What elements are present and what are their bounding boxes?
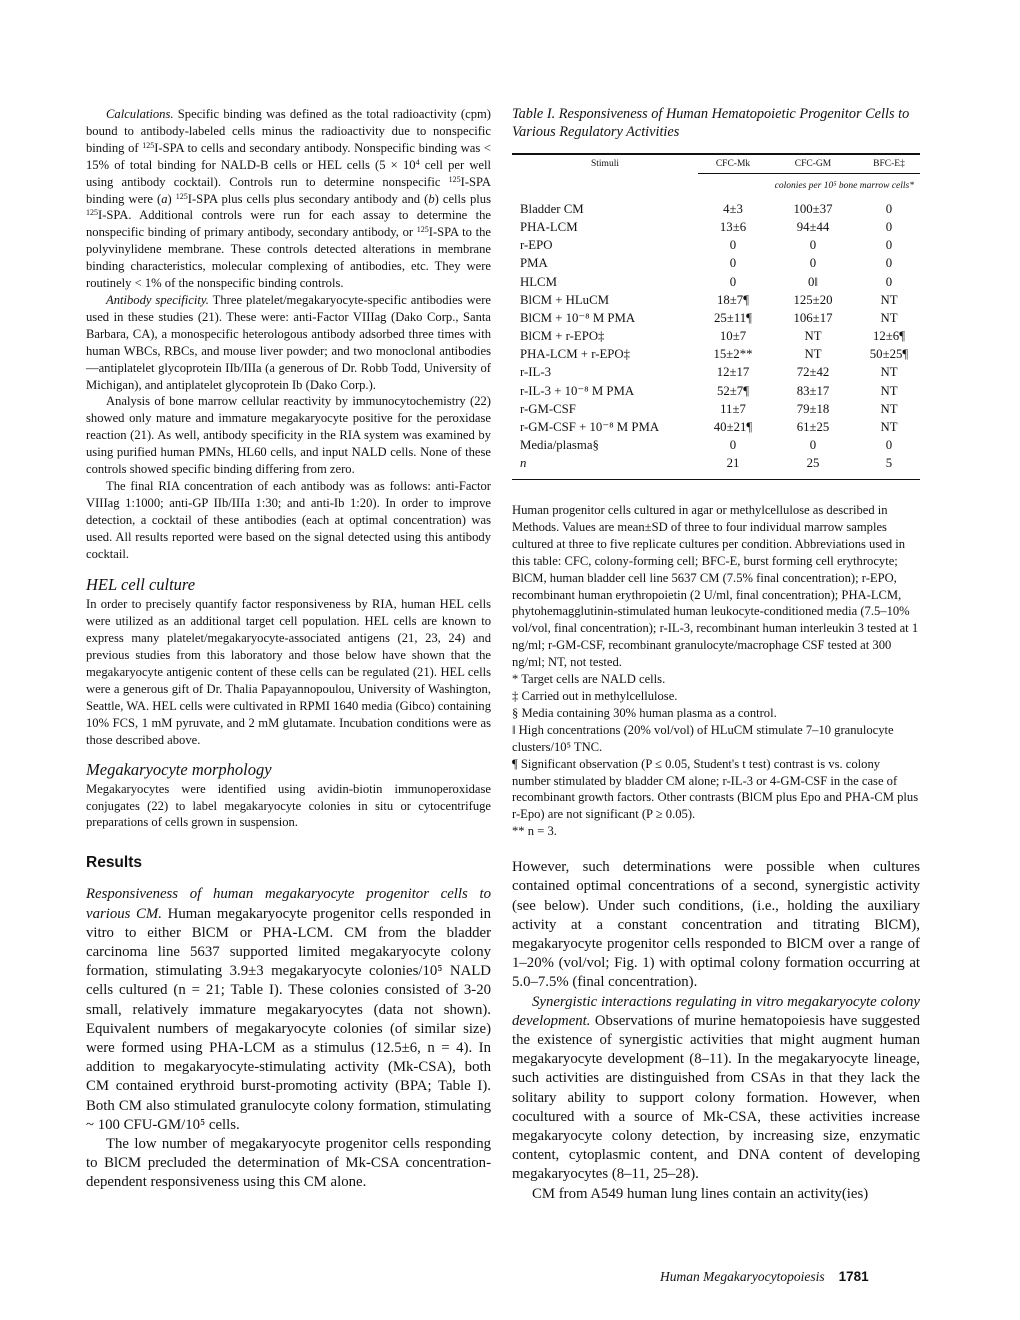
bone-marrow-paragraph: Analysis of bone marrow cellular reactivity by immunocytochemistry (22) showed only mature and immature megakaryocyte positive for the peroxidase reaction (21). As well, antibody specificity in the RIA system was examined by using purified human PMNs, HL60 cells, and input NALD cells. None of these controls showed specific binding differing from zero.: [86, 394, 491, 477]
cell-cfc-mk: 25±11¶: [714, 310, 752, 325]
low-number-paragraph: The low number of megakaryocyte progenitor cells responding to BlCM precluded the determination of Mk-CSA concentration-dependent responsiveness using this CM alone.: [86, 1135, 491, 1191]
results-heading: Results: [86, 854, 142, 872]
calculations-paragraph: Calculations. Specific binding was defined as the total radioactivity (cpm) bound to antibody-labeled cells minus the radioactivity due to nonspecific binding of $^{125}$I-SPA to cells and secondary antibody. Nonspecific binding was < 15% of total binding for NALD-B cells or HEL cells ($5 \times 10^4$ cell per well using antibody cocktail). Controls run to determine nonspecific $^{125}$I-SPA binding were (a) $^{125}$I-SPA plus cells plus secondary antibody and (b) cells plus $^{125}$I-SPA. Additional controls were run for each assay to determine the nonspecific binding of primary antibody, secondary antibody, or $^{125}$I-SPA to the polyvinylidene membrane. These controls detected alterations in membrane binding characteristics, molecular complexing of antibodies, etc. They were routinely < 1% of the nonspecific binding controls.: [86, 107, 492, 291]
table-row: [512, 255, 920, 273]
table-row: [512, 364, 920, 382]
cell-bfc-e: 0: [885, 438, 893, 453]
cell-stimulus: n: [520, 456, 527, 471]
calculations-heading: Calculations.: [106, 107, 174, 121]
cell-cfc-mk: 11±7: [720, 401, 746, 416]
cell-stimulus: Bladder CM: [520, 201, 584, 216]
cell-cfc-gm: 25: [806, 456, 820, 471]
col-header-stimuli: Stimuli: [591, 159, 619, 170]
table-1: [512, 153, 920, 473]
hel-section-heading: HEL cell culture: [86, 575, 196, 595]
cell-bfc-e: 12±6¶: [872, 329, 906, 344]
cell-cfc-mk: 0: [729, 238, 737, 253]
a549-paragraph: CM from A549 human lung lines contain an activity(ies): [532, 1185, 869, 1202]
synergistic-paragraph: Synergistic interactions regulating in vitro megakaryocyte colony development. Observations of murine hematopoiesis have suggested the existence of synergistic activities that might augment human megakaryocyte development (8–11). In the megakaryocyte lineage, such activities are distinguished from CSAs in that they lack the solitary ability to support colony formation. However, when cocultured with a source of Mk-CSA, these activities increase megakaryocyte colony detection, by increasing size, enzymatic content, cytoplasmic content, and DNA content of developing megakaryocytes (8–11, 25–28).: [512, 993, 920, 1183]
cell-cfc-gm: 0: [809, 238, 817, 253]
cell-bfc-e: 0: [885, 274, 893, 289]
cell-cfc-mk: 52±7¶: [716, 383, 750, 398]
cell-cfc-mk: 4±3: [723, 201, 743, 216]
final-ria-paragraph: The final RIA concentration of each antibody was as follows: anti-Factor VIIIag 1:1000; anti-GP IIb/IIIa 1:30; and anti-Ib 1:20). In order to improve detection, a cocktail of these antibodies (each at optimal concentration) was used. All results reported were based on the signal detected using this antibody cocktail.: [86, 478, 491, 561]
cell-stimulus: r-IL-3 + 10⁻⁸ M PMA: [520, 383, 635, 398]
cell-cfc-mk: 10±7: [719, 329, 747, 344]
table-row: [512, 309, 920, 327]
cell-cfc-mk: 21: [726, 456, 740, 471]
table-row: [512, 346, 920, 364]
cell-cfc-gm: 106±17: [793, 310, 833, 325]
table-row: [512, 291, 920, 309]
cell-cfc-gm: 0: [809, 438, 817, 453]
synergistic-heading: Synergistic interactions regulating in vitro megakaryocyte colony development.: [512, 993, 920, 1029]
cell-stimulus: PMA: [520, 256, 548, 271]
left-column: [86, 106, 491, 1193]
cell-cfc-mk: 13±6: [719, 219, 747, 234]
responsiveness-paragraph: Responsiveness of human megakaryocyte progenitor cells to various CM. Human megakaryocyte progenitor cells responded in vitro to either BlCM or PHA-LCM. CM from the bladder carcinoma line 5637 supported limited megakaryocyte colony formation, stimulating 3.9±3 megakaryocyte colonies/10⁵ NALD cells cultured (n = 21; Table I). These colonies consisted of 3-20 small, relatively immature megakaryocytes (data not shown). Equivalent numbers of megakaryocyte colonies (of similar size) were formed using PHA-LCM as a stimulus (12.5±6, n = 4). In addition to megakaryocyte-stimulating activity (Mk-CSA), both CM contained erythroid burst-promoting activity (BPA; Table I). Both CM also stimulated granulocyte colony formation, stimulating ~ 100 CFU-GM/10⁵ cells.: [86, 886, 491, 1133]
cell-stimulus: r-IL-3: [520, 365, 552, 380]
table-caption: Table I. Responsiveness of Human Hematopoietic Progenitor Cells to Various Regulatory Activities: [512, 106, 910, 140]
cell-cfc-gm: 0: [809, 256, 817, 271]
table-bottom-rule: [512, 479, 920, 480]
cell-cfc-gm: NT: [804, 329, 822, 344]
table-notes: [512, 502, 920, 840]
hel-paragraph: In order to precisely quantify factor responsiveness by RIA, human HEL cells were utilized as an additional target cell population. HEL cells are known to express many platelet/megakaryocyte-associated antigens (21, 23, 24) and previous studies from this laboratory and those below have shown that the megakaryocyte antigenic content of these cells can be regulated (21). HEL cells were a generous gift of Dr. Thalia Papayannopoulou, University of Washington, Seattle, WA. HEL cells were cultivated in RPMI 1640 media (Gibco) containing 10% FCS, 1 mM pyruvate, and 2 mM glutamate. Incubation conditions were as those described above.: [86, 597, 491, 747]
cell-stimulus: BlCM + r-EPO‡: [520, 329, 605, 344]
cell-cfc-gm: NT: [804, 347, 822, 362]
cell-bfc-e: NT: [880, 401, 898, 416]
table-units: colonies per 10⁵ bone marrow cells*: [698, 174, 920, 201]
table-row: [512, 200, 920, 218]
table-note: ‡ Carried out in methylcellulose.: [512, 688, 678, 703]
cell-cfc-gm: 100±37: [793, 201, 833, 216]
cell-stimulus: BlCM + 10⁻⁸ M PMA: [520, 310, 636, 325]
cell-bfc-e: 0: [885, 256, 893, 271]
cell-cfc-gm: 79±18: [796, 401, 830, 416]
morphology-paragraph: Megakaryocytes were identified using avidin-biotin immunoperoxidase conjugates (22) to label megakaryocyte colonies in situ or cytocentrifuge preparations of cells grown in suspension.: [86, 781, 491, 830]
table-row: [512, 418, 920, 436]
table-row: [512, 400, 920, 418]
morphology-section-heading: Megakaryocyte morphology: [86, 759, 272, 779]
cell-cfc-gm: 72±42: [796, 365, 830, 380]
cell-bfc-e: 0: [885, 201, 893, 216]
cell-bfc-e: NT: [880, 292, 898, 307]
cell-cfc-mk: 0: [729, 438, 737, 453]
col-header-cfc-gm: CFC-GM: [794, 159, 832, 169]
table-row: [512, 328, 920, 346]
cell-stimulus: r-EPO: [520, 238, 553, 253]
right-column: [512, 106, 920, 1204]
cell-cfc-gm: 0‖: [808, 274, 818, 289]
cell-bfc-e: 5: [885, 456, 893, 471]
cell-cfc-gm: 94±44: [796, 219, 830, 234]
cell-cfc-gm: 125±20: [793, 292, 833, 307]
however-paragraph: However, such determinations were possible when cultures contained optimal concentrations of a second, synergistic activity (see below). Under such conditions, (i.e., holding the auxiliary activity at a constant concentration and titrating BlCM), megakaryocyte progenitor cells responded to BlCM over a range of 1–20% (vol/vol; Fig. 1) with optimal colony formation occurring at 5.0–7.5% (final concentration).: [512, 859, 920, 991]
antibody-specificity-paragraph: Antibody specificity. Three platelet/megakaryocyte-specific antibodies were used in these studies (21). These were: anti-Factor VIIIag (Dako Corp., Santa Barbara, CA), a monospecific heterologous antibody adsorbed three times with human WBCs, RBCs, and mouse liver powder; and two monoclonal antibodies—antiplatelet glycoprotein IIb/IIIa (a generous of Dr. Robb Todd, University of Michigan), and antiplatelet glycoprotein Ib (Dako Corp.).: [86, 292, 491, 392]
table-row: [512, 382, 920, 400]
table-header-row: [512, 154, 920, 174]
cell-cfc-mk: 40±21¶: [713, 420, 753, 435]
table-row: [512, 273, 920, 291]
table-note: Human progenitor cells cultured in agar or methylcellulose as described in Methods. Values are mean±SD of three to four individual marrow samples cultured at three to five replicate cultures per condition. Abbreviations used in this table: CFC, colony-forming cell; BFC-E, burst forming cell erythrocyte; BlCM, human bladder cell line 5637 CM (7.5% final concentration); r-EPO, recombinant human erythropoietin (2 U/ml, final concentration); PHA-LCM, phytohemagglutinin-stimulated human leukocyte-conditioned media (7.5–10% vol/vol, final concentration); r-IL-3, recombinant human interleukin 3 tested at 1 ng/ml; r-GM-CSF, recombinant granulocyte/macrophage CSF tested at 300 ng/ml; NT, not tested.: [512, 503, 919, 670]
cell-bfc-e: NT: [880, 383, 898, 398]
col-header-bfc-e: BFC-E‡: [873, 159, 905, 169]
cell-bfc-e: NT: [880, 310, 898, 325]
cell-bfc-e: 0: [885, 238, 893, 253]
table-note: ** n = 3.: [512, 824, 557, 839]
table-row: [512, 237, 920, 255]
running-title: Human Megakaryocytopoiesis: [660, 1269, 825, 1284]
cell-stimulus: BlCM + HLuCM: [520, 292, 609, 307]
responsiveness-heading: Responsiveness of human megakaryocyte progenitor cells to various CM.: [86, 886, 491, 922]
cell-stimulus: r-GM-CSF: [520, 401, 576, 416]
cell-cfc-gm: 61±25: [796, 420, 830, 435]
cell-stimulus: PHA-LCM + r-EPO‡: [520, 347, 631, 362]
cell-cfc-mk: 0: [729, 274, 737, 289]
cell-cfc-mk: 12±17: [716, 365, 750, 380]
table-body: [512, 200, 920, 473]
cell-cfc-mk: 15±2**: [713, 347, 753, 362]
page-number: 1781: [838, 1269, 869, 1284]
cell-stimulus: PHA-LCM: [520, 219, 578, 234]
table-note: § Media containing 30% human plasma as a control.: [512, 705, 777, 720]
cell-stimulus: HLCM: [520, 274, 557, 289]
cell-bfc-e: NT: [880, 365, 898, 380]
table-note: * Target cells are NALD cells.: [512, 672, 666, 687]
table-row: [512, 455, 920, 473]
table-row: [512, 218, 920, 236]
col-header-cfc-mk: CFC-Mk: [715, 159, 751, 169]
cell-stimulus: Media/plasma§: [520, 438, 599, 453]
antibody-specificity-heading: Antibody specificity.: [106, 292, 209, 307]
table-row: [512, 437, 920, 455]
table-note: ‖ High concentrations (20% vol/vol) of HLuCM stimulate 7–10 granulocyte clusters/10⁵ TNC.: [512, 722, 894, 754]
cell-bfc-e: 0: [885, 219, 893, 234]
cell-bfc-e: NT: [880, 420, 898, 435]
cell-cfc-mk: 0: [729, 256, 737, 271]
table-note: ¶ Significant observation (P ≤ 0.05, Student's t test) contrast is vs. colony number stimulated by bladder CM alone; r-IL-3 or 4-GM-CSF in the case of recombinant growth factors. Other contrasts (BlCM plus Epo and PHA-CM plus r-Epo) are not significant (P ≥ 0.05).: [512, 756, 919, 822]
cell-cfc-gm: 83±17: [796, 383, 830, 398]
page-footer: [660, 1269, 922, 1285]
cell-cfc-mk: 18±7¶: [716, 292, 750, 307]
cell-bfc-e: 50±25¶: [869, 347, 909, 362]
cell-stimulus: r-GM-CSF + 10⁻⁸ M PMA: [520, 420, 660, 435]
